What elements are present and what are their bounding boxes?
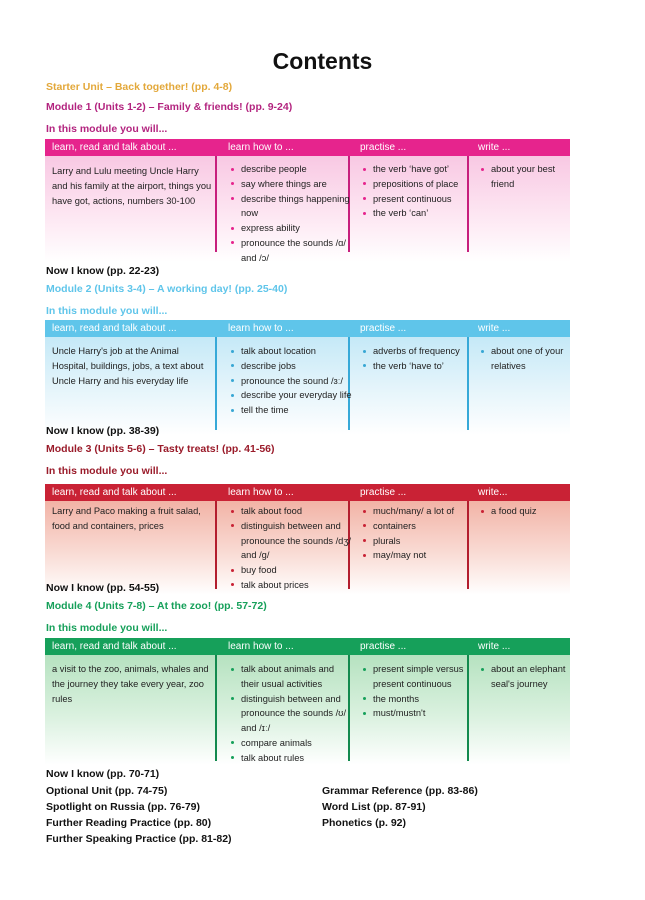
module-3-learn-text: Larry and Paco making a fruit salad, food and containers, prices (52, 506, 201, 531)
extra-word-list: Word List (pp. 87-91) (322, 801, 426, 813)
module-3-header-row (45, 484, 570, 501)
col-header-practise: practise ... (360, 641, 407, 652)
list-item: express ability (229, 221, 353, 236)
col-header-learn: learn, read and talk about ... (52, 487, 177, 498)
col-header-write: write... (478, 487, 508, 498)
list-item: about one of your relatives (479, 344, 567, 374)
module-2-header-row (45, 320, 570, 337)
col-header-practise: practise ... (360, 142, 407, 153)
module-2-body (45, 337, 570, 435)
list-item: plurals (361, 534, 469, 549)
extra-further-reading: Further Reading Practice (pp. 80) (46, 817, 212, 829)
module-1-write-list (479, 162, 567, 192)
module-4-practise-list (361, 662, 469, 721)
column-divider (215, 655, 217, 761)
module-2-heading: Module 2 (Units 3-4) – A working day! (pp. 25-40) (46, 283, 288, 295)
module-2-now-i-know: Now I know (pp. 38-39) (46, 425, 160, 437)
page-title: Contents (272, 48, 373, 74)
col-header-write: write ... (478, 323, 511, 334)
list-item: talk about prices (229, 578, 353, 593)
column-divider (215, 501, 217, 589)
col-header-learn: learn, read and talk about ... (52, 142, 177, 153)
module-2-learn-text: Uncle Harry's job at the Animal Hospital, buildings, jobs, a text about Uncle Harry and his everyday life (52, 346, 204, 386)
module-4-how-list (229, 662, 353, 766)
list-item: pronounce the sound /ɜː/ (229, 374, 353, 389)
col-header-how: learn how to ... (228, 142, 294, 153)
module-2-table (45, 320, 570, 435)
col-header-how: learn how to ... (228, 641, 294, 652)
module-2-practise-list (361, 344, 469, 374)
module-1-learn-text: Larry and Lulu meeting Uncle Harry and his family at the airport, things you have got, actions, numbers 30-100 (52, 166, 212, 206)
list-item: compare animals (229, 736, 353, 751)
list-item: talk about location (229, 344, 353, 359)
list-item: the verb ‘have to’ (361, 359, 469, 374)
module-4-intro: In this module you will... (46, 622, 168, 634)
list-item: talk about food (229, 504, 353, 519)
module-1-intro: In this module you will... (46, 123, 168, 135)
col-header-write: write ... (478, 641, 511, 652)
module-3-practise-list (361, 504, 469, 563)
module-1-body (45, 156, 570, 262)
module-3-intro: In this module you will... (46, 465, 168, 477)
module-4-body (45, 655, 570, 765)
col-header-learn: learn, read and talk about ... (52, 323, 177, 334)
module-1-table (45, 139, 570, 262)
list-item: about your best friend (479, 162, 567, 192)
col-header-practise: practise ... (360, 487, 407, 498)
module-1-heading: Module 1 (Units 1-2) – Family & friends! (pp. 9-24) (46, 101, 293, 113)
module-2-how-list (229, 344, 353, 418)
module-3-table (45, 484, 570, 595)
module-4-header-row (45, 638, 570, 655)
list-item: the verb ‘can’ (361, 206, 469, 221)
extra-spotlight-on-russia: Spotlight on Russia (pp. 76-79) (46, 801, 201, 813)
module-1-practise-list (361, 162, 469, 221)
list-item: describe jobs (229, 359, 353, 374)
module-1-header-row (45, 139, 570, 156)
list-item: talk about rules (229, 751, 353, 766)
list-item: containers (361, 519, 469, 534)
extra-optional-unit: Optional Unit (pp. 74-75) (46, 785, 168, 797)
list-item: present simple versus present continuous (361, 662, 469, 692)
module-3-write-list (479, 504, 567, 519)
list-item: the months (361, 692, 469, 707)
list-item: distinguish between and pronounce the sounds /dʒ/ and /g/ (229, 519, 353, 563)
list-item: must/mustn't (361, 706, 469, 721)
list-item: prepositions of place (361, 177, 469, 192)
list-item: describe things happening now (229, 192, 353, 222)
list-item: describe people (229, 162, 353, 177)
starter-unit-heading: Starter Unit – Back together! (pp. 4-8) (46, 81, 233, 93)
col-header-learn: learn, read and talk about ... (52, 641, 177, 652)
extra-phonetics: Phonetics (p. 92) (322, 817, 407, 829)
column-divider (215, 156, 217, 252)
list-item: describe your everyday life (229, 388, 353, 403)
module-3-heading: Module 3 (Units 5-6) – Tasty treats! (pp. 41-56) (46, 443, 275, 455)
module-2-write-list (479, 344, 567, 374)
list-item: the verb ‘have got’ (361, 162, 469, 177)
list-item: may/may not (361, 548, 469, 563)
list-item: tell the time (229, 403, 353, 418)
module-1-now-i-know: Now I know (pp. 22-23) (46, 265, 160, 277)
col-header-how: learn how to ... (228, 323, 294, 334)
col-header-write: write ... (478, 142, 511, 153)
list-item: present continuous (361, 192, 469, 207)
extra-grammar-reference: Grammar Reference (pp. 83-86) (322, 785, 478, 797)
extra-further-speaking: Further Speaking Practice (pp. 81-82) (46, 833, 232, 845)
list-item: distinguish between and pronounce the sounds /ʊ/ and /ɪː/ (229, 692, 353, 736)
col-header-practise: practise ... (360, 323, 407, 334)
list-item: adverbs of frequency (361, 344, 469, 359)
module-2-intro: In this module you will... (46, 305, 168, 317)
module-4-table (45, 638, 570, 765)
list-item: much/many/ a lot of (361, 504, 469, 519)
list-item: a food quiz (479, 504, 567, 519)
module-3-now-i-know: Now I know (pp. 54-55) (46, 582, 160, 594)
list-item: talk about animals and their usual activities (229, 662, 353, 692)
module-4-learn-text: a visit to the zoo, animals, whales and the journey they take every year, zoo rules (52, 664, 209, 704)
module-4-write-list (479, 662, 567, 692)
list-item: pronounce the sounds /ɑ/ and /ɔ/ (229, 236, 353, 266)
module-4-heading: Module 4 (Units 7-8) – At the zoo! (pp. 57-72) (46, 600, 267, 612)
list-item: buy food (229, 563, 353, 578)
list-item: say where things are (229, 177, 353, 192)
module-3-body (45, 501, 570, 595)
column-divider (215, 337, 217, 430)
list-item: about an elephant seal's journey (479, 662, 567, 692)
module-4-now-i-know: Now I know (pp. 70-71) (46, 768, 160, 780)
col-header-how: learn how to ... (228, 487, 294, 498)
module-1-how-list (229, 162, 353, 266)
module-3-how-list (229, 504, 353, 593)
